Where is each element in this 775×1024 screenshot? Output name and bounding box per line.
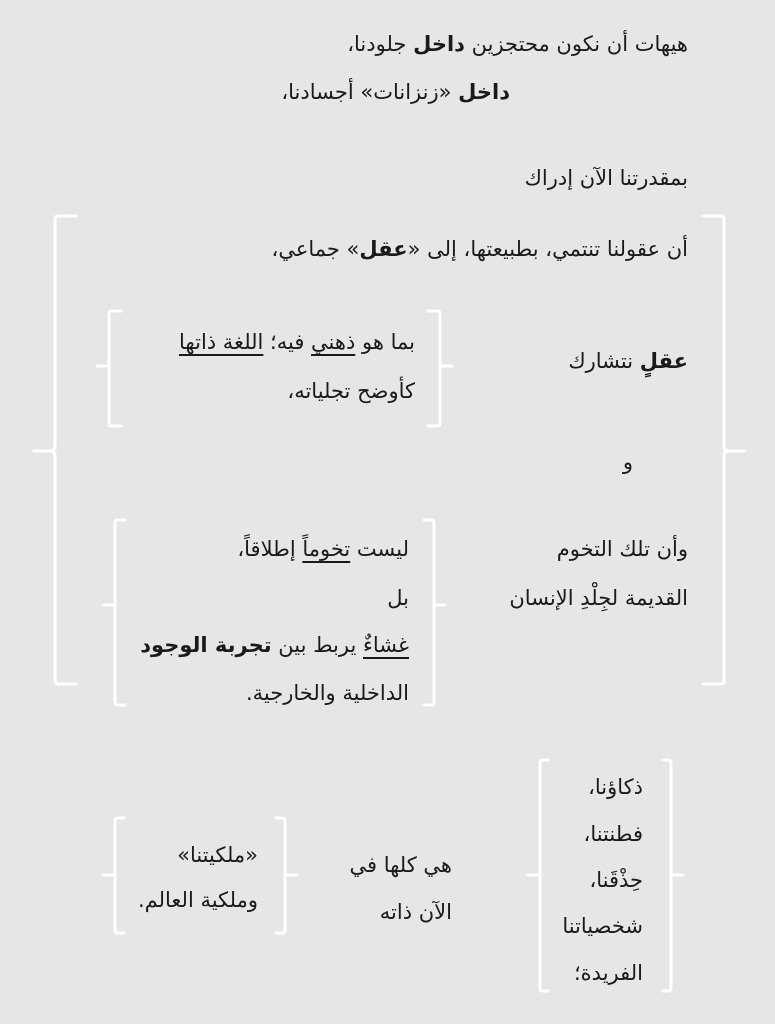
quality-item: فطنتنا، (583, 822, 643, 846)
all-are-line-1: هي كلها في (349, 853, 452, 877)
mind-right-bracket (428, 311, 452, 426)
outer-left-brace (34, 216, 76, 684)
borders-line-2: القديمة لجِلْدِ الإنسان (509, 586, 688, 610)
conjunction-and: و (622, 450, 633, 474)
intro-line-2: داخل «زنزانات» أجسادنا، (281, 80, 510, 104)
sovereignty-right-bracket (276, 818, 297, 933)
membrane-right-bracket (424, 520, 445, 705)
sovereignty-line-2: وملكية العالم. (137, 888, 258, 912)
quality-item: الفريدة؛ (574, 961, 643, 985)
membrane-line-2: الداخلية والخارجية. (245, 681, 409, 705)
mind-left-bracket (97, 311, 121, 426)
quality-item: ذكاؤنا، (588, 775, 643, 799)
quality-item: شخصياتنا (562, 914, 643, 938)
but-line: بل (387, 586, 409, 610)
qualities-left-bracket (528, 760, 548, 991)
not-borders-line: ليست تخوماً إطلاقاً، (237, 537, 409, 561)
shared-mind-line: عقلٍ نتشارك (568, 349, 688, 373)
intro-line-1: هيهات أن نكون محتجزين داخل جلودنا، (347, 32, 688, 56)
sovereignty-left-bracket (103, 818, 124, 933)
borders-line-1: وأن تلك التخوم (556, 537, 688, 561)
membrane-line-1: غشاءٌ يربط بين تجربة الوجود (140, 633, 409, 657)
outer-right-brace (703, 216, 744, 684)
collective-mind-line: أن عقولنا تنتمي، بطبيعتها، إلى «عقل» جماعي، (271, 237, 688, 261)
quality-item: حِذْقَنا، (589, 868, 643, 892)
mind-desc-line-1: بما هو ذهني فيه؛ اللغة ذاتها (179, 330, 415, 354)
membrane-left-bracket (104, 520, 125, 705)
lead-line: بمقدرتنا الآن إدراك (524, 166, 688, 190)
sovereignty-line-1: «ملكيتنا» (177, 843, 258, 867)
qualities-right-bracket (663, 760, 683, 991)
all-are-line-2: الآن ذاته (379, 900, 452, 924)
mind-desc-line-2: كأوضح تجلياته، (287, 379, 415, 403)
